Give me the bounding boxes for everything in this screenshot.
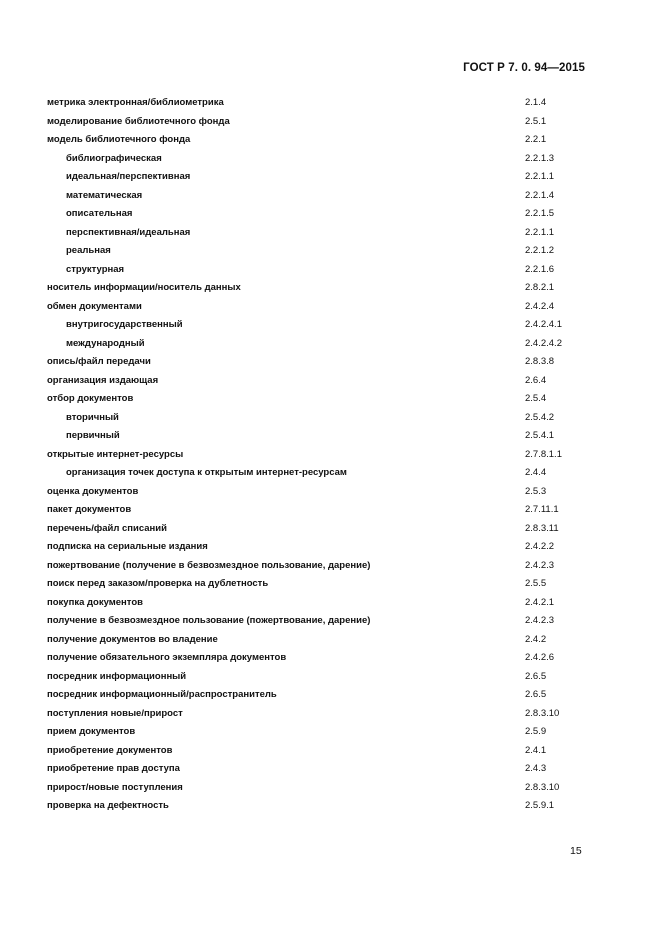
index-reference: 2.4.4 (525, 467, 547, 478)
index-reference: 2.5.4.1 (525, 430, 555, 441)
index-reference: 2.4.2.4 (525, 300, 555, 312)
index-entry (47, 781, 607, 800)
index-subentry (47, 263, 607, 282)
index-term: посредник информационный/распространитель (47, 689, 277, 700)
index-entry (47, 651, 607, 670)
index-reference: 2.2.1.6 (525, 263, 555, 275)
index-reference: 2.4.2.6 (525, 652, 555, 663)
index-entry (47, 133, 607, 152)
index-term: отбор документов (47, 393, 134, 404)
index-term: приобретение прав доступа (47, 763, 180, 774)
index-term: пожертвование (получение в безвозмездное пользование, дарение) (47, 559, 371, 571)
index-reference: 2.2.1.5 (525, 208, 555, 219)
index-reference: 2.2.1.2 (525, 245, 555, 256)
index-term: носитель информации/носитель данных (47, 282, 241, 293)
index-term: организация точек доступа к открытым интернет-ресурсам (66, 467, 347, 478)
index-reference: 2.2.1.3 (525, 152, 555, 164)
index-term: оценка документов (47, 485, 139, 497)
index-reference: 2.6.4 (525, 374, 547, 386)
index-term: получение в безвозмездное пользование (пожертвование, дарение) (47, 615, 371, 626)
page-number: 15 (570, 845, 582, 857)
index-term: прием документов (47, 726, 136, 737)
index-subentry (47, 170, 607, 189)
index-reference: 2.4.2.4.1 (525, 319, 562, 330)
index-entry (47, 540, 607, 559)
index-reference: 2.4.2 (525, 633, 547, 645)
index-term: покупка документов (47, 596, 143, 608)
index-reference: 2.4.2.2 (525, 541, 555, 552)
index-entry (47, 392, 607, 411)
index-term: прирост/новые поступления (47, 781, 183, 793)
index-entry (47, 799, 607, 818)
index-subentry (47, 466, 607, 485)
index-term: внутригосударственный (66, 319, 183, 330)
term-index (47, 96, 607, 818)
index-reference: 2.4.2.3 (525, 559, 555, 571)
index-reference: 2.5.4 (525, 393, 547, 404)
index-reference: 2.5.5 (525, 578, 547, 589)
index-reference: 2.4.2.1 (525, 596, 555, 608)
index-subentry (47, 411, 607, 430)
index-subentry (47, 244, 607, 263)
index-term: подписка на сериальные издания (47, 541, 208, 552)
index-entry (47, 707, 607, 726)
index-term: получение обязательного экземпляра документов (47, 652, 287, 663)
index-reference: 2.8.3.10 (525, 707, 560, 719)
index-reference: 2.4.2.3 (525, 615, 555, 626)
index-reference: 2.5.9.1 (525, 800, 555, 811)
index-entry (47, 374, 607, 393)
index-reference: 2.5.3 (525, 485, 547, 497)
index-reference: 2.4.3 (525, 763, 547, 774)
index-reference: 2.5.1 (525, 115, 547, 127)
index-entry (47, 485, 607, 504)
index-term: описательная (66, 208, 133, 219)
index-term: перспективная/идеальная (66, 226, 191, 238)
index-reference: 2.8.3.11 (525, 522, 559, 534)
index-subentry (47, 152, 607, 171)
index-entry (47, 633, 607, 652)
index-term: проверка на дефектность (47, 800, 169, 811)
index-term: библиографическая (66, 152, 162, 164)
index-reference: 2.5.4.2 (525, 411, 555, 423)
index-subentry (47, 226, 607, 245)
index-term: пакет документов (47, 504, 132, 515)
index-term: организация издающая (47, 374, 159, 386)
index-entry (47, 614, 607, 633)
index-subentry (47, 207, 607, 226)
index-term: модель библиотечного фонда (47, 134, 191, 145)
index-term: поступления новые/прирост (47, 707, 183, 719)
index-subentry (47, 337, 607, 356)
index-term: получение документов во владение (47, 633, 218, 645)
index-entry (47, 670, 607, 689)
index-entry (47, 744, 607, 763)
index-entry (47, 448, 607, 467)
index-term: поиск перед заказом/проверка на дублетность (47, 578, 269, 589)
index-entry (47, 559, 607, 578)
index-entry (47, 596, 607, 615)
index-term: открытые интернет-ресурсы (47, 448, 184, 460)
index-entry (47, 355, 607, 374)
index-entry (47, 577, 607, 596)
index-entry (47, 688, 607, 707)
index-reference: 2.8.3.10 (525, 781, 560, 793)
index-term: обмен документами (47, 300, 142, 312)
document-header: ГОСТ Р 7. 0. 94—2015 (463, 62, 585, 74)
index-reference: 2.8.3.8 (525, 356, 555, 367)
index-subentry (47, 429, 607, 448)
index-term: идеальная/перспективная (66, 171, 191, 182)
index-reference: 2.5.9 (525, 726, 547, 737)
index-entry (47, 503, 607, 522)
index-reference: 2.4.1 (525, 744, 547, 756)
index-reference: 2.6.5 (525, 670, 547, 682)
index-entry (47, 281, 607, 300)
index-term: моделирование библиотечного фонда (47, 115, 230, 127)
index-reference: 2.4.2.4.2 (525, 337, 562, 349)
index-term: посредник информационный (47, 670, 187, 682)
index-term: структурная (66, 263, 125, 275)
index-term: первичный (66, 430, 120, 441)
index-reference: 2.2.1.1 (525, 171, 555, 182)
index-term: реальная (66, 245, 111, 256)
index-reference: 2.2.1.1 (525, 226, 555, 238)
index-term: математическая (66, 189, 143, 201)
index-term: метрика электронная/библиометрика (47, 97, 224, 108)
index-subentry (47, 318, 607, 337)
index-entry (47, 115, 607, 134)
index-term: опись/файл передачи (47, 356, 151, 367)
index-reference: 2.7.11.1 (525, 504, 559, 515)
index-reference: 2.2.1 (525, 134, 547, 145)
index-term: вторичный (66, 411, 119, 423)
index-entry (47, 300, 607, 319)
index-term: перечень/файл списаний (47, 522, 167, 534)
index-entry (47, 96, 607, 115)
index-entry (47, 522, 607, 541)
index-entry (47, 725, 607, 744)
index-entry (47, 762, 607, 781)
index-term: международный (66, 337, 145, 349)
index-subentry (47, 189, 607, 208)
index-reference: 2.8.2.1 (525, 282, 555, 293)
index-term: приобретение документов (47, 744, 173, 756)
index-reference: 2.7.8.1.1 (525, 448, 562, 460)
index-reference: 2.2.1.4 (525, 189, 555, 201)
index-reference: 2.6.5 (525, 689, 547, 700)
index-reference: 2.1.4 (525, 97, 547, 108)
